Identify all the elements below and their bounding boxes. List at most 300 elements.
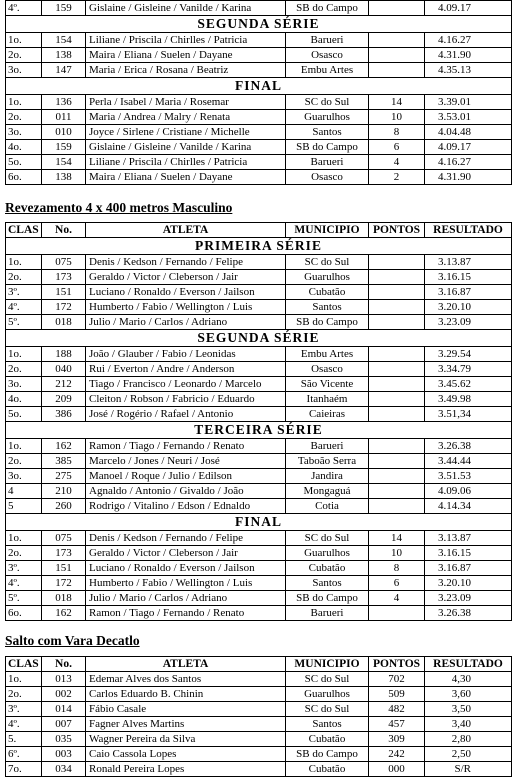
cell-clas: 2o. [6,48,42,63]
cell-municipality: Guarulhos [286,110,369,125]
cell-municipality: SC do Sul [286,672,369,687]
cell-points: 4 [369,155,425,170]
cell-number: 003 [42,747,86,762]
cell-athlete: Maria / Erica / Rosana / Beatriz [86,63,286,78]
cell-result: 4.09.17 [425,140,512,155]
cell-municipality: Barueri [286,606,369,621]
cell-athlete: Carlos Eduardo B. Chinin [86,687,286,702]
cell-result: 3.53.01 [425,110,512,125]
cell-result: 3,40 [425,717,512,732]
table-row [6,285,512,300]
cell-athlete: Joyce / Sirlene / Cristiane / Michelle [86,125,286,140]
cell-number: 018 [42,315,86,330]
cell-number: 014 [42,702,86,717]
cell-number: 010 [42,125,86,140]
table-row [6,469,512,484]
cell-result: 3.20.10 [425,576,512,591]
series-title: FINAL [6,514,512,531]
cell-result: 3.16.87 [425,285,512,300]
cell-result: 4.04.48 [425,125,512,140]
cell-points [369,377,425,392]
cell-number: 173 [42,270,86,285]
cell-municipality: Barueri [286,33,369,48]
cell-athlete: Agnaldo / Antonio / Givaldo / João [86,484,286,499]
cell-clas: 2o. [6,687,42,702]
section-title-relay-men: Revezamento 4 x 400 metros Masculino [5,200,233,215]
cell-result: 3.29.54 [425,347,512,362]
cell-points [369,1,425,16]
cell-number: 260 [42,499,86,514]
cell-result: 3.13.87 [425,255,512,270]
table-row [6,732,512,747]
cell-clas: 4 [6,484,42,499]
cell-athlete: Ronald Pereira Lopes [86,762,286,777]
cell-result: 3.44.44 [425,454,512,469]
cell-number: 040 [42,362,86,377]
cell-municipality: SB do Campo [286,747,369,762]
table-row [6,362,512,377]
series-header-row [6,238,512,255]
cell-points [369,407,425,422]
results-table-relay-men [5,222,512,621]
cell-municipality: SB do Campo [286,591,369,606]
cell-athlete: Edemar Alves dos Santos [86,672,286,687]
cell-clas: 1o. [6,531,42,546]
cell-clas: 1o. [6,255,42,270]
table-row [6,110,512,125]
cell-athlete: Gislaine / Gisleine / Vanilde / Karina [86,140,286,155]
table-row [6,499,512,514]
results-table-pole-vault [5,656,512,777]
cell-athlete: Perla / Isabel / Maria / Rosemar [86,95,286,110]
cell-athlete: Liliane / Priscila / Chirlles / Patricia [86,155,286,170]
cell-points [369,48,425,63]
cell-clas: 3º. [6,702,42,717]
cell-municipality: Santos [286,300,369,315]
cell-points: 4 [369,591,425,606]
cell-clas: 6o. [6,606,42,621]
series-header-row [6,422,512,439]
header-clas: CLAS [6,223,42,238]
cell-athlete: João / Glauber / Fabio / Leonidas [86,347,286,362]
cell-municipality: Osasco [286,170,369,185]
cell-clas: 1o. [6,439,42,454]
table-row [6,439,512,454]
cell-municipality: SC do Sul [286,255,369,270]
table-row [6,546,512,561]
cell-clas: 5. [6,732,42,747]
cell-athlete: Manoel / Roque / Julio / Edilson [86,469,286,484]
cell-athlete: Maira / Eliana / Suelen / Dayane [86,48,286,63]
cell-points: 242 [369,747,425,762]
cell-number: 151 [42,561,86,576]
cell-points: 8 [369,125,425,140]
cell-athlete: Gislaine / Gisleine / Vanilde / Karina [86,1,286,16]
table-row [6,561,512,576]
cell-number: 007 [42,717,86,732]
header-result: RESULTADO [425,223,512,238]
series-title: SEGUNDA SÉRIE [6,16,512,33]
cell-municipality: Barueri [286,155,369,170]
cell-clas: 5o. [6,407,42,422]
cell-athlete: Humberto / Fabio / Wellington / Luis [86,576,286,591]
cell-number: 136 [42,95,86,110]
cell-number: 188 [42,347,86,362]
header-clas: CLAS [6,657,42,672]
cell-result: 3.26.38 [425,606,512,621]
cell-clas: 1o. [6,347,42,362]
results-table-relay-women [5,0,512,185]
cell-municipality: Osasco [286,362,369,377]
cell-points [369,606,425,621]
cell-municipality: Santos [286,125,369,140]
table-row [6,687,512,702]
cell-athlete: Caio Cassola Lopes [86,747,286,762]
cell-municipality: Santos [286,576,369,591]
table-row [6,300,512,315]
cell-number: 035 [42,732,86,747]
cell-athlete: Geraldo / Victor / Cleberson / Jair [86,270,286,285]
cell-points [369,454,425,469]
table-row [6,125,512,140]
pole-vault-results [5,656,511,777]
table-row [6,1,512,16]
cell-athlete: Humberto / Fabio / Wellington / Luis [86,300,286,315]
cell-number: 002 [42,687,86,702]
cell-points [369,347,425,362]
cell-municipality: SC do Sul [286,95,369,110]
cell-number: 013 [42,672,86,687]
table-row [6,140,512,155]
cell-points: 14 [369,95,425,110]
cell-athlete: Fagner Alves Martins [86,717,286,732]
cell-result: 4.35.13 [425,63,512,78]
header-municipality: MUNICIPIO [286,657,369,672]
cell-number: 162 [42,606,86,621]
table-row [6,170,512,185]
cell-athlete: Rodrigo / Vitalino / Edson / Ednaldo [86,499,286,514]
cell-number: 209 [42,392,86,407]
cell-clas: 4º. [6,300,42,315]
cell-points [369,362,425,377]
cell-result: 4.31.90 [425,170,512,185]
cell-municipality: Osasco [286,48,369,63]
cell-number: 151 [42,285,86,300]
cell-municipality: Cubatão [286,762,369,777]
cell-result: 3.16.87 [425,561,512,576]
cell-clas: 3o. [6,469,42,484]
cell-points: 6 [369,576,425,591]
cell-result: 3.26.38 [425,439,512,454]
cell-points: 000 [369,762,425,777]
table-row [6,48,512,63]
table-row [6,702,512,717]
cell-municipality: SB do Campo [286,1,369,16]
cell-clas: 5º. [6,591,42,606]
cell-clas: 4o. [6,140,42,155]
table-row [6,270,512,285]
cell-points [369,63,425,78]
series-title: TERCEIRA SÉRIE [6,422,512,439]
cell-athlete: Maria / Andrea / Malry / Renata [86,110,286,125]
cell-clas: 2o. [6,546,42,561]
table-row [6,63,512,78]
series-header-row [6,330,512,347]
cell-points [369,484,425,499]
section-title-pole-vault: Salto com Vara Decatlo [5,633,140,648]
cell-athlete: Ramon / Tiago / Fernando / Renato [86,439,286,454]
table-row [6,315,512,330]
cell-result: 4.09.06 [425,484,512,499]
cell-number: 275 [42,469,86,484]
cell-municipality: SC do Sul [286,702,369,717]
cell-points: 702 [369,672,425,687]
series-header-row [6,514,512,531]
table-row [6,484,512,499]
header-athlete: ATLETA [86,657,286,672]
cell-result: 4,30 [425,672,512,687]
relay-women-results [5,0,511,185]
cell-number: 075 [42,531,86,546]
cell-athlete: Denis / Kedson / Fernando / Felipe [86,531,286,546]
cell-result: 3.51.53 [425,469,512,484]
table-row [6,255,512,270]
cell-clas: 3º. [6,561,42,576]
cell-result: 3.49.98 [425,392,512,407]
series-title: SEGUNDA SÉRIE [6,330,512,347]
cell-points [369,300,425,315]
cell-number: 154 [42,33,86,48]
cell-result: 4.14.34 [425,499,512,514]
cell-clas: 3o. [6,125,42,140]
cell-athlete: Luciano / Ronaldo / Everson / Jailson [86,285,286,300]
cell-number: 034 [42,762,86,777]
header-municipality: MUNICIPIO [286,223,369,238]
table-row [6,717,512,732]
cell-clas: 1o. [6,95,42,110]
cell-clas: 4º. [6,717,42,732]
cell-points: 10 [369,110,425,125]
cell-clas: 1o. [6,672,42,687]
table-row [6,347,512,362]
cell-result: 2,50 [425,747,512,762]
cell-municipality: São Vicente [286,377,369,392]
cell-municipality: SB do Campo [286,140,369,155]
cell-number: 011 [42,110,86,125]
cell-points: 10 [369,546,425,561]
cell-municipality: Cotia [286,499,369,514]
cell-municipality: SB do Campo [286,315,369,330]
cell-number: 159 [42,1,86,16]
cell-points: 457 [369,717,425,732]
cell-athlete: Denis / Kedson / Fernando / Felipe [86,255,286,270]
cell-athlete: Fábio Casale [86,702,286,717]
cell-municipality: Mongaguá [286,484,369,499]
cell-points: 482 [369,702,425,717]
cell-athlete: Luciano / Ronaldo / Everson / Jailson [86,561,286,576]
cell-result: 4.16.27 [425,33,512,48]
cell-municipality: Cubatão [286,732,369,747]
cell-result: 3.39.01 [425,95,512,110]
cell-clas: 2o. [6,454,42,469]
cell-municipality: Guarulhos [286,546,369,561]
cell-municipality: Santos [286,717,369,732]
table-row [6,392,512,407]
cell-points [369,255,425,270]
cell-athlete: José / Rogério / Rafael / Antonio [86,407,286,422]
table-row [6,606,512,621]
cell-points: 509 [369,687,425,702]
cell-result: 3.16.15 [425,270,512,285]
header-points: PONTOS [369,657,425,672]
cell-result: 3.23.09 [425,591,512,606]
cell-municipality: Guarulhos [286,270,369,285]
cell-points: 6 [369,140,425,155]
cell-result: 2,80 [425,732,512,747]
cell-points [369,439,425,454]
cell-result: 4.09.17 [425,1,512,16]
cell-result: 4.16.27 [425,155,512,170]
cell-number: 212 [42,377,86,392]
table-row [6,155,512,170]
cell-athlete: Julio / Mario / Carlos / Adriano [86,315,286,330]
cell-municipality: Guarulhos [286,687,369,702]
cell-result: 3,60 [425,687,512,702]
cell-athlete: Maira / Eliana / Suelen / Dayane [86,170,286,185]
header-result: RESULTADO [425,657,512,672]
table-row [6,377,512,392]
cell-clas: 2o. [6,110,42,125]
cell-number: 172 [42,576,86,591]
cell-clas: 7o. [6,762,42,777]
cell-points [369,285,425,300]
cell-clas: 3º. [6,285,42,300]
header-number: No. [42,657,86,672]
series-title: FINAL [6,78,512,95]
cell-athlete: Wagner Pereira da Silva [86,732,286,747]
cell-clas: 3o. [6,377,42,392]
cell-points [369,469,425,484]
cell-clas: 3o. [6,63,42,78]
cell-number: 154 [42,155,86,170]
cell-athlete: Liliane / Priscila / Chirlles / Patricia [86,33,286,48]
table-row [6,407,512,422]
cell-number: 075 [42,255,86,270]
table-header-row [6,223,512,238]
cell-municipality: Taboão Serra [286,454,369,469]
cell-result: S/R [425,762,512,777]
cell-athlete: Geraldo / Victor / Cleberson / Jair [86,546,286,561]
cell-points: 2 [369,170,425,185]
cell-clas: 2o. [6,270,42,285]
cell-points [369,270,425,285]
cell-municipality: Cubatão [286,561,369,576]
cell-result: 3.51,34 [425,407,512,422]
table-row [6,576,512,591]
cell-athlete: Julio / Mario / Carlos / Adriano [86,591,286,606]
header-athlete: ATLETA [86,223,286,238]
cell-number: 386 [42,407,86,422]
cell-number: 138 [42,170,86,185]
cell-number: 162 [42,439,86,454]
cell-municipality: SC do Sul [286,531,369,546]
cell-number: 385 [42,454,86,469]
cell-municipality: Jandira [286,469,369,484]
cell-athlete: Tiago / Francisco / Leonardo / Marcelo [86,377,286,392]
cell-clas: 4º. [6,1,42,16]
cell-points: 309 [369,732,425,747]
cell-result: 3.23.09 [425,315,512,330]
cell-result: 4.31.90 [425,48,512,63]
cell-points: 8 [369,561,425,576]
cell-athlete: Marcelo / Jones / Neuri / José [86,454,286,469]
cell-number: 210 [42,484,86,499]
cell-result: 3.45.62 [425,377,512,392]
table-row [6,591,512,606]
cell-clas: 6º. [6,747,42,762]
table-row [6,531,512,546]
cell-athlete: Cleiton / Robson / Fabricio / Eduardo [86,392,286,407]
cell-result: 3.34.79 [425,362,512,377]
cell-athlete: Rui / Everton / Andre / Anderson [86,362,286,377]
cell-points [369,392,425,407]
cell-clas: 5 [6,499,42,514]
cell-municipality: Embu Artes [286,347,369,362]
table-row [6,95,512,110]
cell-municipality: Itanhaém [286,392,369,407]
cell-municipality: Cubatão [286,285,369,300]
cell-athlete: Ramon / Tiago / Fernando / Renato [86,606,286,621]
cell-municipality: Embu Artes [286,63,369,78]
cell-result: 3,50 [425,702,512,717]
cell-number: 147 [42,63,86,78]
cell-points [369,33,425,48]
cell-number: 018 [42,591,86,606]
series-header-row [6,78,512,95]
cell-result: 3.16.15 [425,546,512,561]
cell-number: 173 [42,546,86,561]
cell-number: 159 [42,140,86,155]
cell-points: 14 [369,531,425,546]
relay-men-results [5,222,511,621]
cell-clas: 5o. [6,155,42,170]
table-row [6,454,512,469]
table-row [6,762,512,777]
cell-municipality: Barueri [286,439,369,454]
cell-points [369,315,425,330]
table-header-row [6,657,512,672]
series-title: PRIMEIRA SÉRIE [6,238,512,255]
cell-clas: 4º. [6,576,42,591]
cell-points [369,499,425,514]
series-header-row [6,16,512,33]
header-points: PONTOS [369,223,425,238]
cell-result: 3.13.87 [425,531,512,546]
header-number: No. [42,223,86,238]
table-row [6,33,512,48]
cell-clas: 4o. [6,392,42,407]
table-row [6,747,512,762]
cell-number: 138 [42,48,86,63]
cell-municipality: Caieiras [286,407,369,422]
cell-clas: 5º. [6,315,42,330]
cell-clas: 1o. [6,33,42,48]
cell-number: 172 [42,300,86,315]
cell-result: 3.20.10 [425,300,512,315]
cell-clas: 6o. [6,170,42,185]
table-row [6,672,512,687]
cell-clas: 2o. [6,362,42,377]
